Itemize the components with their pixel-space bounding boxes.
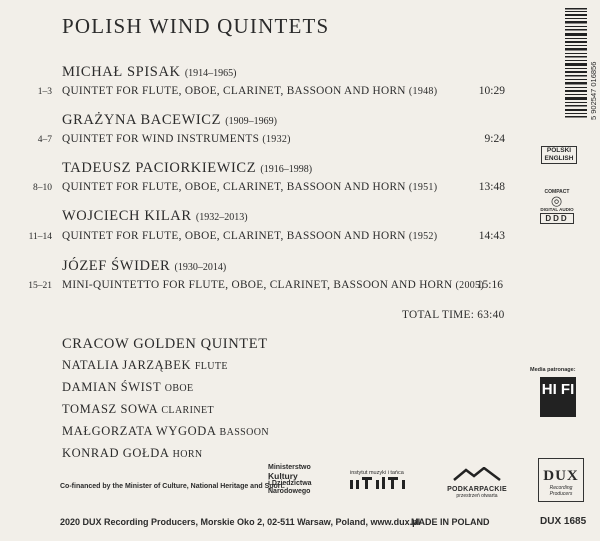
producer-address: 2020 DUX Recording Producers, Morskie Oko 2, 02-511 Warsaw, Poland, www.dux.pl [60,517,421,527]
language-box [541,146,577,164]
institute-name: instytut muzyki i tańca [350,470,404,476]
institute-logo [350,470,408,494]
member-row: DAMIAN ŚWIST OBOE [62,380,194,394]
member-row: KONRAD GOŁDA HORN [62,446,203,460]
work-title: QUINTET FOR FLUTE, OBOE, CLARINET, BASSOON AND HORN (1951) [62,181,438,193]
work-duration: 13:48 [478,181,505,193]
language-polish: POLSKI [546,147,572,154]
ministry-line: Ministerstwo [268,464,311,471]
disc-icon: ◎ [550,193,564,208]
dux-sub: Recording Producers [549,485,573,497]
member-row: MAŁGORZATA WYGODA BASSOON [62,424,269,438]
ministry-line: Kultury [268,471,298,481]
work-duration: 15:16 [476,279,503,291]
ministry-line: Narodowego [268,488,311,495]
work-title: QUINTET FOR WIND INSTRUMENTS (1932) [62,133,291,145]
dux-logo [538,458,584,502]
track-range: 11–14 [28,232,52,242]
hifi-logo: HI FI [540,377,576,417]
track-range: 1–3 [37,87,52,97]
work-duration: 10:29 [478,85,505,97]
album-title: POLISH WIND QUINTETS [62,14,330,38]
podkarpackie-logo [437,467,517,499]
work-title: QUINTET FOR FLUTE, OBOE, CLARINET, BASSOON AND HORN (1952) [62,230,438,242]
ministry-line: i Dziedzictwa [268,480,312,487]
catalog-number: DUX 1685 [540,516,587,527]
composer-name: MICHAŁ SPISAK (1914–1965) [62,64,237,80]
composer-name: JÓZEF ŚWIDER (1930–2014) [62,258,227,274]
media-patronage-label: Media patronage: [530,367,576,373]
work-duration: 14:43 [478,230,505,242]
track-range: 8–10 [33,183,52,193]
member-row: NATALIA JARZĄBEK FLUTE [62,358,228,372]
institute-mark-icon [350,477,408,489]
cd-top: COMPACT [544,189,570,195]
composer-name: TADEUSZ PACIORKIEWICZ (1916–1998) [62,160,313,176]
track-range: 15–21 [28,281,52,291]
made-in: MADE IN POLAND [411,517,490,527]
mountain-icon [452,467,502,481]
cd-bottom: DIGITAL AUDIO [540,207,574,212]
dux-name: DUX [543,468,579,484]
composer-name: WOJCIECH KILAR (1932–2013) [62,208,248,224]
barcode [565,8,598,120]
cofinanced-note: Co-financed by the Minister of Culture, National Heritage and Sport. [60,483,285,490]
work-title: QUINTET FOR FLUTE, OBOE, CLARINET, BASSOON AND HORN (1948) [62,85,438,97]
ensemble-name: CRACOW GOLDEN QUINTET [62,336,268,352]
language-english: ENGLISH [544,155,574,162]
member-row: TOMASZ SOWA CLARINET [62,402,214,416]
track-range: 4–7 [37,135,52,145]
total-time: TOTAL TIME: 63:40 [402,309,505,321]
podkarpackie-tagline: przestrzeń otwarta [456,493,498,499]
ddd-code: DDD [540,213,574,224]
work-duration: 9:24 [484,133,505,145]
podkarpackie-name: PODKARPACKIE [447,486,507,493]
compact-disc-logo [540,189,574,227]
work-title: MINI-QUINTETTO FOR FLUTE, OBOE, CLARINET, BASSOON AND HORN (2005) [62,279,484,291]
composer-name: GRAŻYNA BACEWICZ (1909–1969) [62,112,277,128]
barcode-number: 5 902547 016856 [589,61,598,120]
ministry-logo [268,464,312,496]
